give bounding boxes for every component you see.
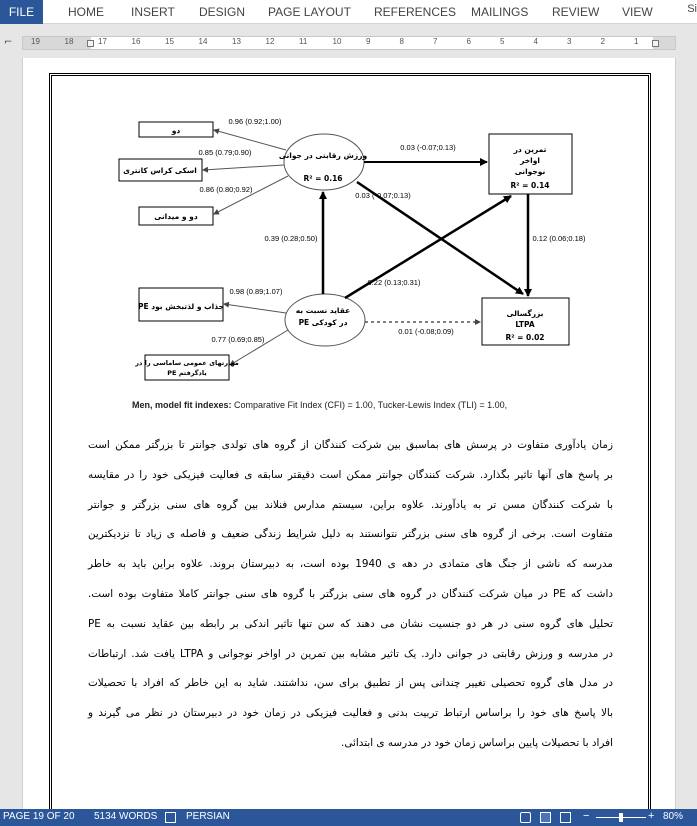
arrow-to-ski: [203, 165, 284, 170]
indent-marker-right[interactable]: [652, 40, 659, 47]
coef-sport-to-late: 0.03 (-0.07;0.13): [400, 143, 456, 152]
coef-to-pe-fun: 0.98 (0.89;1.07): [229, 287, 283, 296]
horizontal-ruler[interactable]: [22, 36, 676, 50]
ruler-number: 19: [31, 37, 40, 46]
body-line: تحلیل های گروه سنی در هر دو جنسیت نشان می دهند که سن تنها تاثیر اندکی بر رابطه بین عقاید نسبت به PE: [88, 617, 613, 630]
label-track: دو و میدانی: [154, 212, 198, 221]
label-late-line-2: اواخر: [520, 156, 540, 165]
ruler-number: 15: [165, 37, 174, 46]
body-line: زمان یادآوری متفاوت در پرسش های بماسبق بین شرکت کنندگان از گروه های تولدی جوانتر تا بزرگتر ممکن است: [88, 439, 613, 451]
ruler-number: 14: [198, 37, 208, 46]
coef-pe-to-late: 0.22 (0.13;0.31): [367, 278, 421, 287]
status-bar: [0, 809, 697, 826]
body-line: در مدرسه و ورزش رقابتی در جوانی دارد. یک تاثیر مشابه بین تمرین در اواخر نوجوانی و LTPA یافت شد. ارتباطات: [88, 647, 613, 660]
zoom-level[interactable]: 80%: [663, 811, 684, 822]
language-indicator[interactable]: PERSIAN: [186, 811, 230, 822]
label-pe-fun: PE جذاب و لذتبخش بود: [138, 302, 224, 311]
ruler-number: 4: [533, 37, 538, 46]
label-ski: اسکی کراس کانتری: [123, 166, 197, 175]
ruler-number: 6: [466, 37, 471, 46]
arrow-to-running: [214, 130, 286, 150]
tab-insert[interactable]: INSERT: [131, 5, 175, 19]
ruler-number: 5: [500, 37, 505, 46]
body-line: با شرکت کنندگان مسن تر به یادآورند. علاوه براین، سیستم مدارس فنلاند بین گروه های سنی بزرگتر و جوانتر: [88, 498, 613, 511]
label-adult-2: LTPA: [515, 320, 535, 329]
body-line: در مدل های گروه تحصیلی تغییر چندانی پس از تطبیق برای سن، نداشتند. شاید به این خاطر که افراد با تحصیلات: [88, 677, 613, 690]
tab-home[interactable]: HOME: [68, 5, 104, 19]
label-adult-1: بزرگسالی: [506, 309, 544, 318]
body-line: متفاوت است. برخی از گروه های سنی بزرگتر نتوانستند به دلیل شرایط زندگی ضعیف و فاصله ی زیاد تا نزدیکترین: [88, 528, 613, 541]
ruler-number: 9: [366, 37, 371, 46]
tab-stop-selector-icon[interactable]: ⌐: [4, 37, 13, 48]
ruler-number: 17: [98, 37, 107, 46]
word-count[interactable]: 5134 WORDS: [94, 811, 158, 822]
body-line: بر پاسخ های آنها تاثیر بگذارد. شرکت کنندگان جوانتر ممکن است دقیقتر سابقه ی فعالیت فیزیکی خود را در مقایسه: [88, 468, 613, 481]
caption-bold: Men, model fit indexes:: [132, 400, 232, 410]
ruler-number: 8: [399, 37, 404, 46]
arrow-to-track: [214, 176, 288, 214]
tab-view[interactable]: VIEW: [622, 5, 653, 19]
ruler-number: 10: [332, 37, 342, 46]
body-line: مدرسه که ناشی از جنگ های متمادی در دهه ی 1940 بوده است، به دبیرستان بروند. علاوه براین باید به خاطر: [88, 558, 613, 571]
coef-to-running: 0.96 (0.92;1.00): [228, 117, 282, 126]
coef-pe-to-adult: 0.01 (-0.08;0.09): [398, 327, 454, 336]
tab-references[interactable]: REFERENCES: [374, 5, 457, 19]
label-adult-r2: R² = 0.02: [505, 333, 545, 342]
body-line: بالا پاسخ های خود را براساس ارتباط تربیت بدنی و فعالیت فیزیکی در زمان خود در دبیرستان در نظر می گیرند و: [88, 707, 613, 720]
ruler-number: 3: [567, 37, 572, 46]
ruler-number: 18: [64, 37, 74, 46]
caption-rest: Comparative Fit Index (CFI) = 1.00, Tucker-Lewis Index (TLI) = 1.00,: [231, 400, 508, 410]
label-pe-skills-2: PE یادگرفتم: [167, 369, 207, 377]
ruler-number: 16: [131, 37, 141, 46]
label-competitive-r2: R² = 0.16: [303, 174, 343, 183]
label-pe-line-2: PE در کودکی: [298, 318, 348, 327]
coef-pe-to-sport: 0.39 (0.28;0.50): [264, 234, 318, 243]
label-late-line-1: تمرین در: [513, 145, 547, 154]
ruler-number: 11: [299, 37, 308, 46]
ruler-number: 1: [634, 37, 639, 46]
label-competitive-sport: ورزش رقابتی در جوانی: [278, 151, 368, 160]
body-line: داشت که PE در میان شرکت کنندگان در گروه های سنی بزرگتر با گروه های سنی جوانتر کاملا متفاوت بوده است.: [88, 587, 613, 600]
arrow-to-pe-fun: [224, 304, 286, 313]
document-page[interactable]: [22, 58, 676, 810]
proofing-icon[interactable]: [165, 812, 176, 823]
label-pe-line-1: عقاید نسبت به: [295, 306, 351, 315]
page-count[interactable]: PAGE 19 OF 20: [3, 811, 75, 822]
ribbon-tabs: [0, 0, 697, 24]
coef-to-ski: 0.85 (0.79;0.90): [198, 148, 252, 157]
label-late-line-3: نوجوانی: [514, 167, 546, 176]
tab-design[interactable]: DESIGN: [199, 5, 246, 19]
print-layout-icon[interactable]: [540, 812, 551, 823]
zoom-in-button[interactable]: +: [648, 810, 655, 822]
zoom-out-button[interactable]: −: [583, 810, 590, 822]
zoom-slider-thumb[interactable]: [619, 813, 623, 822]
label-late-r2: R² = 0.14: [510, 181, 550, 190]
read-mode-icon[interactable]: [520, 812, 531, 823]
label-pe-skills-1: مهارتهای عمومی ساماسی را در: [135, 359, 239, 367]
coef-to-pe-skills: 0.77 (0.69;0.85): [211, 335, 265, 344]
coef-to-track: 0.86 (0.80;0.92): [199, 185, 253, 194]
ruler-number: 2: [600, 37, 605, 46]
body-line: افراد با تحصیلات پایین براساس زمان خود در مدرسه ی ابتدائی.: [341, 736, 613, 749]
body-paragraph[interactable]: [88, 431, 613, 759]
tab-review[interactable]: REVIEW: [552, 5, 600, 19]
label-running: دو: [171, 126, 181, 135]
tab-mailings[interactable]: MAILINGS: [471, 5, 529, 19]
ruler-number: 7: [433, 37, 438, 46]
web-layout-icon[interactable]: [560, 812, 571, 823]
coef-late-to-adult: 0.12 (0.06;0.18): [532, 234, 586, 243]
figure-caption: [132, 400, 507, 410]
tab-file[interactable]: FILE: [0, 0, 43, 24]
ruler-number: 12: [265, 37, 275, 46]
indent-marker-left[interactable]: [87, 40, 94, 47]
tab-page-layout[interactable]: PAGE LAYOUT: [268, 5, 351, 19]
ruler-number: 13: [232, 37, 241, 46]
coef-cross-upper: 0.03 (-0.07;0.13): [355, 191, 411, 200]
sign-in-link[interactable]: Si: [687, 3, 697, 15]
path-diagram: [23, 58, 677, 418]
